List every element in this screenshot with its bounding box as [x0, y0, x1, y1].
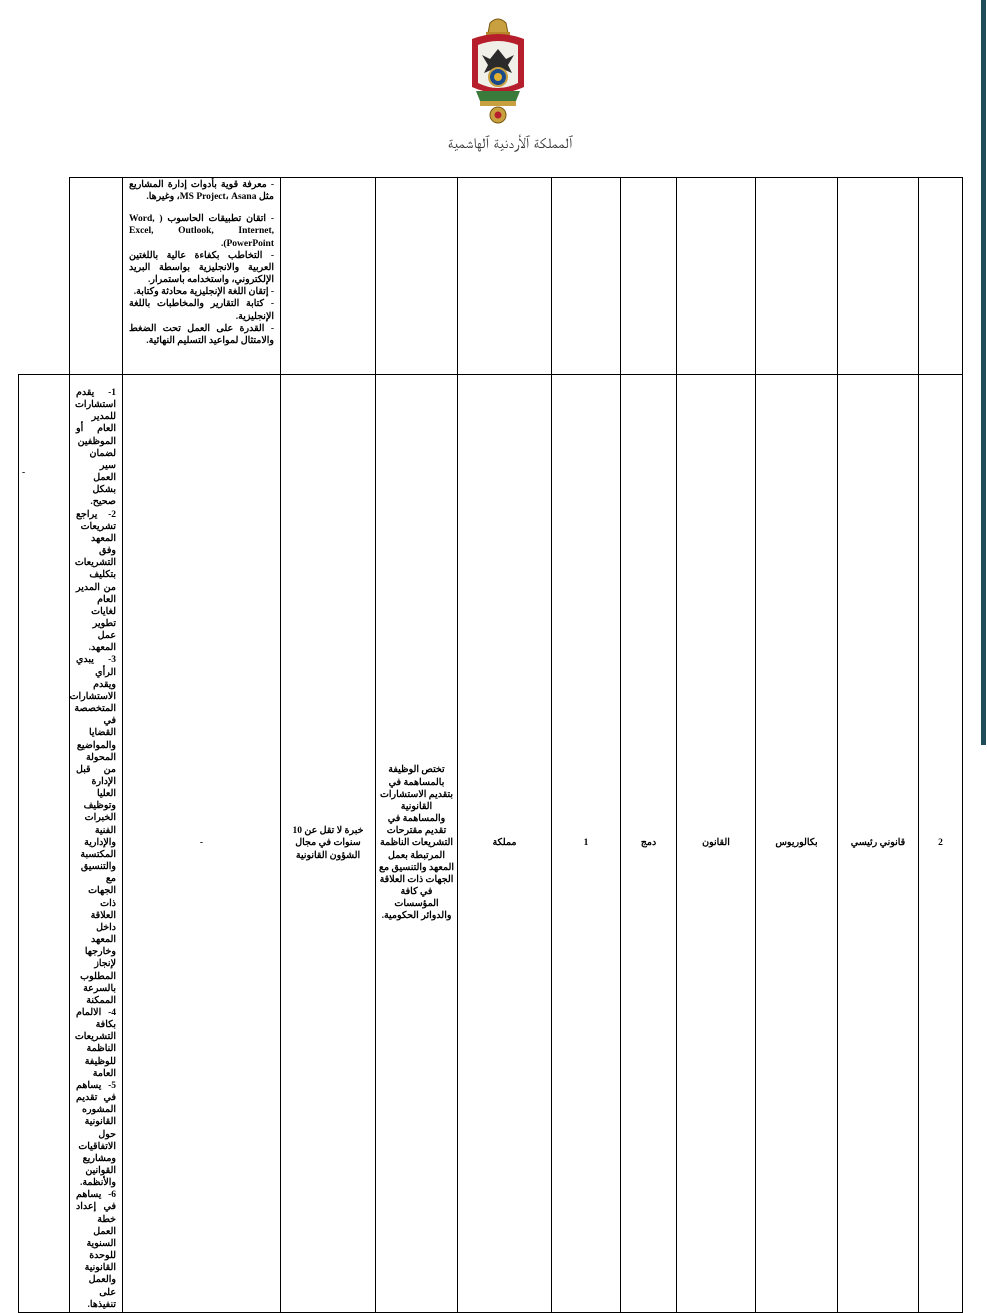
cell-qualification: بكالوريوس [756, 375, 838, 1313]
skill-item: - كتابة التقارير والمخاطبات باللغة الإنجليزية. [129, 299, 274, 322]
kingdom-name-logo: ﻿ﭐﻟﻤﻤﻠﻜﺔ ﭐﻷﺭﺩﻧﻴﺔ ﭐﻟﻬﺎﺷﻤﻴﺔ [447, 134, 573, 152]
task-item: 6- يساهم في إعداد خطة العمل السنوية للوحدة القانونية والعمل على تنفيذها. [76, 1190, 116, 1310]
cell-job-title [838, 178, 919, 375]
cell-number [919, 178, 963, 375]
cell-experience: خبرة لا تقل عن 10 سنوات في مجال الشؤون القانونية [281, 375, 376, 1313]
coat-of-arms-icon [466, 15, 530, 127]
table-row [19, 375, 963, 1313]
task-item: 4- الالمام بكافة التشريعات الناظمة للوظيفة العامة [74, 1007, 116, 1079]
page-edge-bar [981, 0, 986, 745]
skill-item: - اتقان تطبيقات الحاسوب ( Word, Excel, Outlook, Internet, PowerPoint). [129, 214, 274, 249]
task-item: 5- يساهم في تقديم المشوره القانونية حول الاتفاقيات ومشاريع القوانين والأنظمة. [76, 1080, 116, 1189]
cell-specialization: القانون [677, 375, 756, 1313]
cell-tasks [70, 375, 123, 1313]
cell-dash: - [123, 375, 281, 1313]
skill-item: - القدرة على العمل تحت الضغط والامتثال لمواعيد التسليم النهائية. [129, 323, 274, 346]
task-item: 2- يراجع تشريعات المعهد وفق التشريعات بتكليف من المدير العام لغايات تطوير عمل المعهد. [74, 509, 116, 654]
cell-job-title: قانوني رئيسي [838, 375, 919, 1313]
cell-last [70, 178, 123, 375]
cell-category [458, 178, 552, 375]
cell-job-summary [376, 178, 458, 375]
cell-type: دمج [621, 375, 677, 1313]
cell-number: 2 [919, 375, 963, 1313]
skill-item: - التخاطب بكفاءة عالية باللغتين العربية والانجليزية بواسطة البريد الإلكتروني، واستخدامه باستمرار. [129, 250, 274, 286]
cell-job-summary: تختص الوظيفة بالمساهمة في بتقديم الاستشارات القانونية والمساهمة في تقديم مقترحات التشريعات الناظمة المرتبطة بعمل المعهد والتنسيق مع الجهات ذات العلاقة في كافة المؤسسات والدوائر الحكومية. [376, 375, 458, 1313]
cell-type [621, 178, 677, 375]
cell-count: 1 [552, 375, 621, 1313]
cell-count [552, 178, 621, 375]
cell-experience [281, 178, 376, 375]
task-item: 1- يقدم استشارات للمدير العام أو الموظفين لضمان سير العمل بشكل صحيح. [74, 388, 116, 508]
cell-skills [123, 178, 281, 375]
cell-last: - [19, 375, 70, 1313]
skill-item: - معرفة قوية بأدوات إدارة المشاريع مثل MS Project، Asana، وغيرها. [129, 180, 274, 203]
cell-category: مملكة [458, 375, 552, 1313]
cell-qualification [756, 178, 838, 375]
skill-item: - إتقان اللغة الإنجليزية محادثة وكتابة. [133, 287, 274, 298]
table-row [19, 178, 963, 375]
task-item: 3- يبدي الرأي ويقدم الاستشارات المتخصصة في القضايا والمواضيع المحولة من قبل الإدارة العليا وتوظيف الخبرات الفنية والإدارية المكتسبة والتنسيق مع الجهات ذات العلاقة داخل المعهد وخارجها لإنجاز المطلوب بالسرعة الممكنة [69, 655, 116, 1006]
cell-specialization [677, 178, 756, 375]
